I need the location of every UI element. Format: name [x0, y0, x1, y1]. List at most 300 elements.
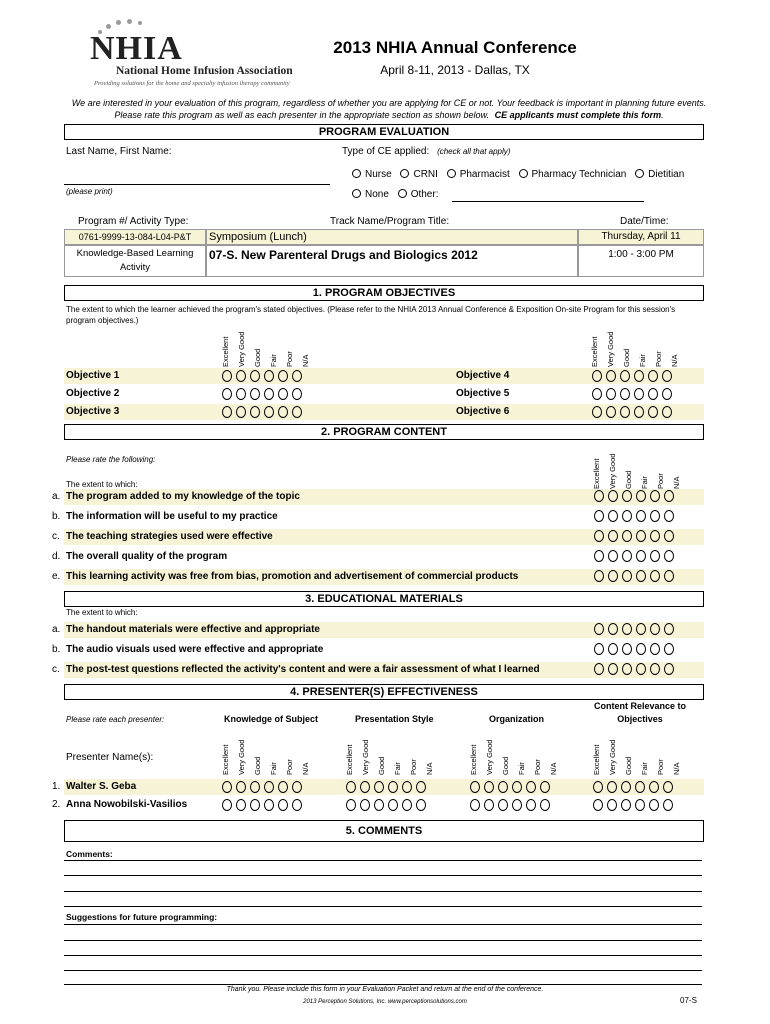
- rating-scale-label: Excellent: [590, 336, 599, 367]
- objective-rating-group: [222, 388, 306, 402]
- rating-radio-icon[interactable]: [608, 510, 618, 522]
- conference-subtitle: April 8-11, 2013 - Dallas, TX: [380, 63, 530, 77]
- ce-type-hint: (check all that apply): [437, 147, 511, 156]
- content-item-row: [52, 549, 704, 565]
- checkbox-icon[interactable]: [635, 169, 644, 178]
- comment-line-2[interactable]: [64, 875, 702, 876]
- objective-label: Objective 2: [66, 388, 120, 399]
- logo-wordmark: NHIA: [90, 30, 183, 67]
- comment-line-4[interactable]: [64, 906, 702, 907]
- rating-radio-icon[interactable]: [236, 781, 246, 793]
- rating-radio-icon[interactable]: [592, 370, 602, 382]
- rating-radio-icon[interactable]: [662, 370, 672, 382]
- rating-radio-icon[interactable]: [622, 530, 632, 542]
- rating-radio-icon[interactable]: [346, 799, 356, 811]
- content-item-row: [52, 569, 704, 585]
- ce-option-label: None: [365, 189, 389, 200]
- comment-line-1[interactable]: [64, 860, 702, 861]
- objective-label: Objective 6: [456, 406, 510, 417]
- rating-radio-icon[interactable]: [374, 781, 384, 793]
- rating-scale-label: N/A: [549, 762, 558, 775]
- content-item-row: [52, 509, 704, 525]
- rating-radio-icon[interactable]: [388, 799, 398, 811]
- rating-radio-icon[interactable]: [608, 530, 618, 542]
- rating-radio-icon[interactable]: [360, 781, 370, 793]
- rating-scale-label: Very Good: [361, 739, 370, 775]
- rating-scale-label: N/A: [301, 762, 310, 775]
- ce-option-nurse[interactable]: [352, 169, 392, 180]
- rating-scale-label: N/A: [425, 762, 434, 775]
- rating-radio-icon[interactable]: [222, 799, 232, 811]
- rating-radio-icon[interactable]: [250, 370, 260, 382]
- rating-radio-icon[interactable]: [222, 781, 232, 793]
- suggestion-line-1[interactable]: [64, 924, 702, 925]
- ce-option-label: Pharmacy Technician: [531, 169, 627, 180]
- rating-radio-icon[interactable]: [236, 388, 246, 400]
- rating-scale-label: Poor: [409, 759, 418, 775]
- rating-radio-icon[interactable]: [526, 799, 536, 811]
- ce-option-label: Pharmacist: [459, 169, 510, 180]
- rating-scale-label: Excellent: [592, 744, 601, 775]
- checkbox-icon[interactable]: [519, 169, 528, 178]
- rating-radio-icon[interactable]: [594, 623, 604, 635]
- rating-radio-icon[interactable]: [606, 388, 616, 400]
- rating-scale-label: Very Good: [485, 739, 494, 775]
- checkbox-icon[interactable]: [352, 169, 361, 178]
- rating-radio-icon[interactable]: [292, 406, 302, 418]
- materials-header: 3. EDUCATIONAL MATERIALS: [64, 591, 704, 607]
- rating-radio-icon[interactable]: [662, 406, 672, 418]
- rating-radio-icon[interactable]: [621, 799, 631, 811]
- item-letter: a.: [52, 491, 61, 502]
- rating-radio-icon[interactable]: [264, 406, 274, 418]
- content-rating-group: [594, 510, 678, 524]
- rating-scale-label: Good: [501, 756, 510, 775]
- rating-radio-icon[interactable]: [402, 799, 412, 811]
- objective-row: [64, 404, 704, 420]
- ce-option-label: Nurse: [365, 169, 392, 180]
- content-header: 2. PROGRAM CONTENT: [64, 424, 704, 440]
- rating-radio-icon[interactable]: [594, 570, 604, 582]
- rating-radio-icon[interactable]: [278, 781, 288, 793]
- content-rate-prompt: Please rate the following:: [66, 455, 156, 464]
- material-item-text: The audio visuals used were effective and appropriate: [66, 644, 324, 655]
- presenter-rating-group: [593, 781, 677, 795]
- rating-radio-icon[interactable]: [608, 623, 618, 635]
- ce-option-label: Dietitian: [648, 169, 685, 180]
- ce-option-none[interactable]: [352, 189, 389, 200]
- rating-radio-icon[interactable]: [292, 370, 302, 382]
- rating-radio-icon[interactable]: [636, 530, 646, 542]
- rating-scale-label: Excellent: [345, 744, 354, 775]
- rating-radio-icon[interactable]: [650, 550, 660, 562]
- rating-radio-icon[interactable]: [664, 663, 674, 675]
- objective-rating-group: [592, 406, 676, 420]
- rating-scale-label: Good: [624, 756, 633, 775]
- rating-radio-icon[interactable]: [292, 799, 302, 811]
- presenter-name: Walter S. Geba: [66, 781, 137, 792]
- rating-radio-icon[interactable]: [416, 799, 426, 811]
- rating-scale-label: N/A: [301, 354, 310, 367]
- rating-radio-icon[interactable]: [622, 643, 632, 655]
- rating-radio-icon[interactable]: [236, 406, 246, 418]
- rating-scale-label: Poor: [654, 351, 663, 367]
- rating-scale-label: Good: [377, 756, 386, 775]
- category-organization: Organization: [489, 714, 545, 724]
- materials-extent-label: The extent to which:: [66, 608, 138, 617]
- rating-radio-icon[interactable]: [278, 406, 288, 418]
- rating-radio-icon[interactable]: [664, 643, 674, 655]
- item-letter: b.: [52, 511, 61, 522]
- rating-radio-icon[interactable]: [608, 570, 618, 582]
- ce-option-other[interactable]: [398, 189, 439, 200]
- program-number-cell: 0761-9999-13-084-L04-P&T: [64, 229, 206, 245]
- rating-scale-label: Poor: [533, 759, 542, 775]
- rating-radio-icon[interactable]: [540, 781, 550, 793]
- program-number-label: Program #/ Activity Type:: [78, 216, 189, 227]
- rating-scale-label: Fair: [640, 762, 649, 775]
- rating-radio-icon[interactable]: [664, 530, 674, 542]
- rating-radio-icon[interactable]: [374, 799, 384, 811]
- rating-radio-icon[interactable]: [622, 623, 632, 635]
- rating-radio-icon[interactable]: [470, 799, 480, 811]
- ce-type-label: [342, 146, 510, 157]
- objective-label: Objective 1: [66, 370, 120, 381]
- content-rating-group: [594, 550, 678, 564]
- rating-radio-icon[interactable]: [592, 406, 602, 418]
- rating-radio-icon[interactable]: [636, 663, 646, 675]
- ce-option-dietitian[interactable]: [635, 169, 684, 180]
- rating-scale-label: Very Good: [237, 739, 246, 775]
- rating-radio-icon[interactable]: [250, 406, 260, 418]
- rating-radio-icon[interactable]: [416, 781, 426, 793]
- rating-radio-icon[interactable]: [236, 799, 246, 811]
- rating-radio-icon[interactable]: [664, 510, 674, 522]
- checkbox-icon[interactable]: [400, 169, 409, 178]
- objectives-header: 1. PROGRAM OBJECTIVES: [64, 285, 704, 301]
- ce-options-row1: [352, 169, 684, 180]
- rating-radio-icon[interactable]: [222, 370, 232, 382]
- rating-radio-icon[interactable]: [264, 370, 274, 382]
- rating-scale-label: Very Good: [608, 453, 617, 489]
- rating-radio-icon[interactable]: [498, 799, 508, 811]
- ce-option-label: CRNI: [413, 169, 438, 180]
- category-presentation-style: Presentation Style: [355, 714, 434, 724]
- rating-scale-label: Good: [253, 348, 262, 367]
- rating-radio-icon[interactable]: [512, 799, 522, 811]
- rating-radio-icon[interactable]: [636, 490, 646, 502]
- presenter-number: 2.: [52, 799, 61, 810]
- rating-scale-label: Excellent: [221, 336, 230, 367]
- objective-rating-group: [222, 406, 306, 420]
- material-rating-group: [594, 643, 678, 657]
- rating-scale-label: Poor: [285, 759, 294, 775]
- rating-radio-icon[interactable]: [594, 490, 604, 502]
- rating-scale-label: Excellent: [592, 458, 601, 489]
- footer-thanks: Thank you. Please include this form in your Evaluation Packet and return at the end of the conference.: [226, 986, 544, 993]
- rating-radio-icon[interactable]: [650, 643, 660, 655]
- ce-option-crni[interactable]: [400, 169, 437, 180]
- rating-radio-icon[interactable]: [635, 781, 645, 793]
- rating-scale-label: Very Good: [608, 739, 617, 775]
- rating-radio-icon[interactable]: [620, 388, 630, 400]
- presenter-row: [52, 797, 704, 813]
- rating-radio-icon[interactable]: [636, 570, 646, 582]
- rating-radio-icon[interactable]: [634, 388, 644, 400]
- rating-radio-icon[interactable]: [222, 406, 232, 418]
- material-rating-group: [594, 623, 678, 637]
- rating-radio-icon[interactable]: [664, 623, 674, 635]
- rating-scale-label: Fair: [640, 476, 649, 489]
- rating-radio-icon[interactable]: [388, 781, 398, 793]
- material-item-text: The post-test questions reflected the activity's content and were a fair assessment of what I learned: [66, 664, 540, 675]
- rating-radio-icon[interactable]: [594, 510, 604, 522]
- rating-scale-label: Good: [253, 756, 262, 775]
- rating-radio-icon[interactable]: [649, 781, 659, 793]
- ce-options-row2: [352, 189, 438, 200]
- rating-radio-icon[interactable]: [592, 388, 602, 400]
- rating-scale-label: Good: [622, 348, 631, 367]
- rating-radio-icon[interactable]: [648, 406, 658, 418]
- rating-radio-icon[interactable]: [512, 781, 522, 793]
- rating-radio-icon[interactable]: [636, 623, 646, 635]
- rating-radio-icon[interactable]: [222, 388, 232, 400]
- rating-radio-icon[interactable]: [264, 799, 274, 811]
- checkbox-icon[interactable]: [398, 189, 407, 198]
- rating-radio-icon[interactable]: [622, 663, 632, 675]
- objective-row: [64, 368, 704, 384]
- category-knowledge: Knowledge of Subject: [224, 714, 319, 724]
- rating-scale-label: N/A: [672, 762, 681, 775]
- checkbox-icon[interactable]: [352, 189, 361, 198]
- item-letter: d.: [52, 551, 61, 562]
- material-item-row: [52, 642, 704, 658]
- rating-scale-label: Fair: [638, 354, 647, 367]
- rating-scale-label: N/A: [670, 354, 679, 367]
- rating-radio-icon[interactable]: [622, 490, 632, 502]
- rating-scale-label: Fair: [269, 762, 278, 775]
- rating-radio-icon[interactable]: [650, 530, 660, 542]
- conference-title: 2013 NHIA Annual Conference: [333, 38, 577, 57]
- presenter-rating-group: [593, 799, 677, 813]
- rating-radio-icon[interactable]: [593, 799, 603, 811]
- rating-radio-icon[interactable]: [636, 510, 646, 522]
- rating-radio-icon[interactable]: [648, 370, 658, 382]
- rating-radio-icon[interactable]: [607, 781, 617, 793]
- content-extent-label: The extent to which:: [66, 480, 138, 489]
- rating-radio-icon[interactable]: [649, 799, 659, 811]
- rating-radio-icon[interactable]: [346, 781, 356, 793]
- rating-radio-icon[interactable]: [264, 388, 274, 400]
- rating-radio-icon[interactable]: [634, 370, 644, 382]
- rating-scale-label: Poor: [656, 759, 665, 775]
- rating-radio-icon[interactable]: [622, 570, 632, 582]
- activity-type-cell: Knowledge-Based Learning Activity: [64, 245, 206, 277]
- content-item-row: [52, 489, 704, 505]
- rating-radio-icon[interactable]: [594, 643, 604, 655]
- intro-text: [58, 97, 720, 121]
- rating-scale-label: Poor: [285, 351, 294, 367]
- suggestion-line-4[interactable]: [64, 970, 702, 971]
- content-item-text: The information will be useful to my practice: [66, 511, 278, 522]
- rating-radio-icon[interactable]: [662, 388, 672, 400]
- rating-scale-label: Very Good: [606, 331, 615, 367]
- rating-radio-icon[interactable]: [636, 550, 646, 562]
- rating-radio-icon[interactable]: [594, 550, 604, 562]
- name-line[interactable]: [64, 184, 330, 185]
- suggestion-line-5[interactable]: [64, 984, 702, 985]
- presenters-header: 4. PRESENTER(S) EFFECTIVENESS: [64, 684, 704, 700]
- rating-radio-icon[interactable]: [608, 490, 618, 502]
- rating-radio-icon[interactable]: [236, 370, 246, 382]
- rating-radio-icon[interactable]: [650, 510, 660, 522]
- rating-radio-icon[interactable]: [621, 781, 631, 793]
- rating-radio-icon[interactable]: [526, 781, 536, 793]
- content-rating-group: [594, 530, 678, 544]
- rating-radio-icon[interactable]: [650, 570, 660, 582]
- rating-scale-label: Fair: [269, 354, 278, 367]
- rating-radio-icon[interactable]: [292, 388, 302, 400]
- ce-type-label-text: Type of CE applied:: [342, 146, 430, 157]
- intro-body: We are interested in your evaluation of this program, regardless of whether you are applying for CE or not. Your feedback is important in planning future events. Please rate this program as well as each presenter in the appropriate section as shown below.: [71, 98, 707, 120]
- rating-scale-label: Excellent: [221, 744, 230, 775]
- rating-radio-icon[interactable]: [606, 370, 616, 382]
- rating-radio-icon[interactable]: [608, 643, 618, 655]
- rating-radio-icon[interactable]: [635, 799, 645, 811]
- objective-rating-group: [592, 370, 676, 384]
- rating-radio-icon[interactable]: [278, 388, 288, 400]
- comments-label: Comments:: [66, 849, 113, 859]
- rating-scale-label: Fair: [517, 762, 526, 775]
- content-item-text: This learning activity was free from bias, promotion and advertisement of commercial products: [66, 571, 519, 582]
- objective-label: Objective 3: [66, 406, 120, 417]
- material-item-row: [52, 622, 704, 638]
- rating-radio-icon[interactable]: [360, 799, 370, 811]
- ce-option-pharmacist[interactable]: [447, 169, 510, 180]
- rating-radio-icon[interactable]: [484, 781, 494, 793]
- rating-radio-icon[interactable]: [607, 799, 617, 811]
- checkbox-icon[interactable]: [447, 169, 456, 178]
- intro-end: .: [661, 110, 664, 120]
- program-title-cell: 07-S. New Parenteral Drugs and Biologics 2012: [206, 245, 578, 277]
- rating-radio-icon[interactable]: [636, 643, 646, 655]
- rating-scale-label: Good: [624, 470, 633, 489]
- rating-radio-icon[interactable]: [608, 663, 618, 675]
- presenter-rating-group: [222, 799, 306, 813]
- objective-label: Objective 5: [456, 388, 510, 399]
- rating-radio-icon[interactable]: [250, 799, 260, 811]
- rating-radio-icon[interactable]: [540, 799, 550, 811]
- presenter-rating-group: [346, 781, 430, 795]
- material-item-text: The handout materials were effective and appropriate: [66, 624, 320, 635]
- rating-radio-icon[interactable]: [484, 799, 494, 811]
- rating-radio-icon[interactable]: [470, 781, 480, 793]
- ce-option-pharmacy-technician[interactable]: [519, 169, 627, 180]
- rating-radio-icon[interactable]: [250, 781, 260, 793]
- rating-radio-icon[interactable]: [278, 799, 288, 811]
- presenter-name: Anna Nowobilski-Vasilios: [66, 799, 188, 810]
- rating-radio-icon[interactable]: [648, 388, 658, 400]
- track-cell: Symposium (Lunch): [206, 229, 578, 245]
- rating-radio-icon[interactable]: [292, 781, 302, 793]
- rating-radio-icon[interactable]: [250, 388, 260, 400]
- suggestion-line-3[interactable]: [64, 955, 702, 956]
- date-cell: Thursday, April 11: [578, 229, 704, 245]
- rating-radio-icon[interactable]: [663, 781, 673, 793]
- footer-form-code: 07-S: [680, 996, 697, 1005]
- rating-radio-icon[interactable]: [498, 781, 508, 793]
- objective-rating-group: [592, 388, 676, 402]
- ce-option-label: Other:: [410, 189, 439, 200]
- material-item-row: [52, 662, 704, 678]
- rating-scale-label: Very Good: [237, 331, 246, 367]
- content-rating-group: [594, 490, 678, 504]
- item-letter: a.: [52, 624, 61, 635]
- rating-radio-icon[interactable]: [664, 490, 674, 502]
- objective-rating-group: [222, 370, 306, 384]
- rating-scale-label: Poor: [656, 473, 665, 489]
- suggestions-label: Suggestions for future programming:: [66, 912, 218, 922]
- rating-radio-icon[interactable]: [594, 530, 604, 542]
- comment-line-3[interactable]: [64, 891, 702, 892]
- objective-label: Objective 4: [456, 370, 510, 381]
- rating-radio-icon[interactable]: [606, 406, 616, 418]
- presenters-rate-prompt: Please rate each presenter:: [66, 715, 165, 724]
- rating-scale-label: Fair: [393, 762, 402, 775]
- item-letter: b.: [52, 644, 61, 655]
- footer-copyright: 2013 Perception Solutions, Inc. www.perceptionsolutions.com: [303, 999, 467, 1005]
- rating-radio-icon[interactable]: [664, 550, 674, 562]
- content-item-row: [52, 529, 704, 545]
- rating-radio-icon[interactable]: [608, 550, 618, 562]
- rating-radio-icon[interactable]: [402, 781, 412, 793]
- rating-radio-icon[interactable]: [620, 370, 630, 382]
- item-letter: c.: [52, 664, 60, 675]
- rating-radio-icon[interactable]: [622, 550, 632, 562]
- rating-radio-icon[interactable]: [264, 781, 274, 793]
- ce-other-line[interactable]: [452, 201, 644, 202]
- date-label: Date/Time:: [620, 216, 669, 227]
- logo-tagline: Providing solutions for the home and specialty infusion therapy community: [94, 80, 290, 87]
- presenter-rating-group: [470, 781, 554, 795]
- presenter-rating-group: [346, 799, 430, 813]
- time-cell: 1:00 - 3:00 PM: [578, 245, 704, 277]
- track-label: Track Name/Program Title:: [330, 216, 450, 227]
- item-letter: e.: [52, 571, 61, 582]
- rating-radio-icon[interactable]: [593, 781, 603, 793]
- rating-radio-icon[interactable]: [650, 623, 660, 635]
- rating-radio-icon[interactable]: [622, 510, 632, 522]
- suggestion-line-2[interactable]: [64, 940, 702, 941]
- rating-radio-icon[interactable]: [650, 490, 660, 502]
- rating-radio-icon[interactable]: [278, 370, 288, 382]
- rating-radio-icon[interactable]: [663, 799, 673, 811]
- rating-radio-icon[interactable]: [594, 663, 604, 675]
- logo-org-name: National Home Infusion Association: [116, 65, 293, 77]
- objective-row: [64, 386, 704, 402]
- rating-scale-label: N/A: [672, 476, 681, 489]
- rating-radio-icon[interactable]: [620, 406, 630, 418]
- category-content-relevance: Content Relevance to Objectives: [593, 701, 687, 724]
- name-label: Last Name, First Name:: [66, 146, 172, 157]
- presenter-number: 1.: [52, 781, 61, 792]
- rating-radio-icon[interactable]: [650, 663, 660, 675]
- presenter-row: [52, 779, 704, 795]
- program-evaluation-header: PROGRAM EVALUATION: [64, 124, 704, 140]
- rating-radio-icon[interactable]: [634, 406, 644, 418]
- rating-radio-icon[interactable]: [664, 570, 674, 582]
- presenter-rating-group: [222, 781, 306, 795]
